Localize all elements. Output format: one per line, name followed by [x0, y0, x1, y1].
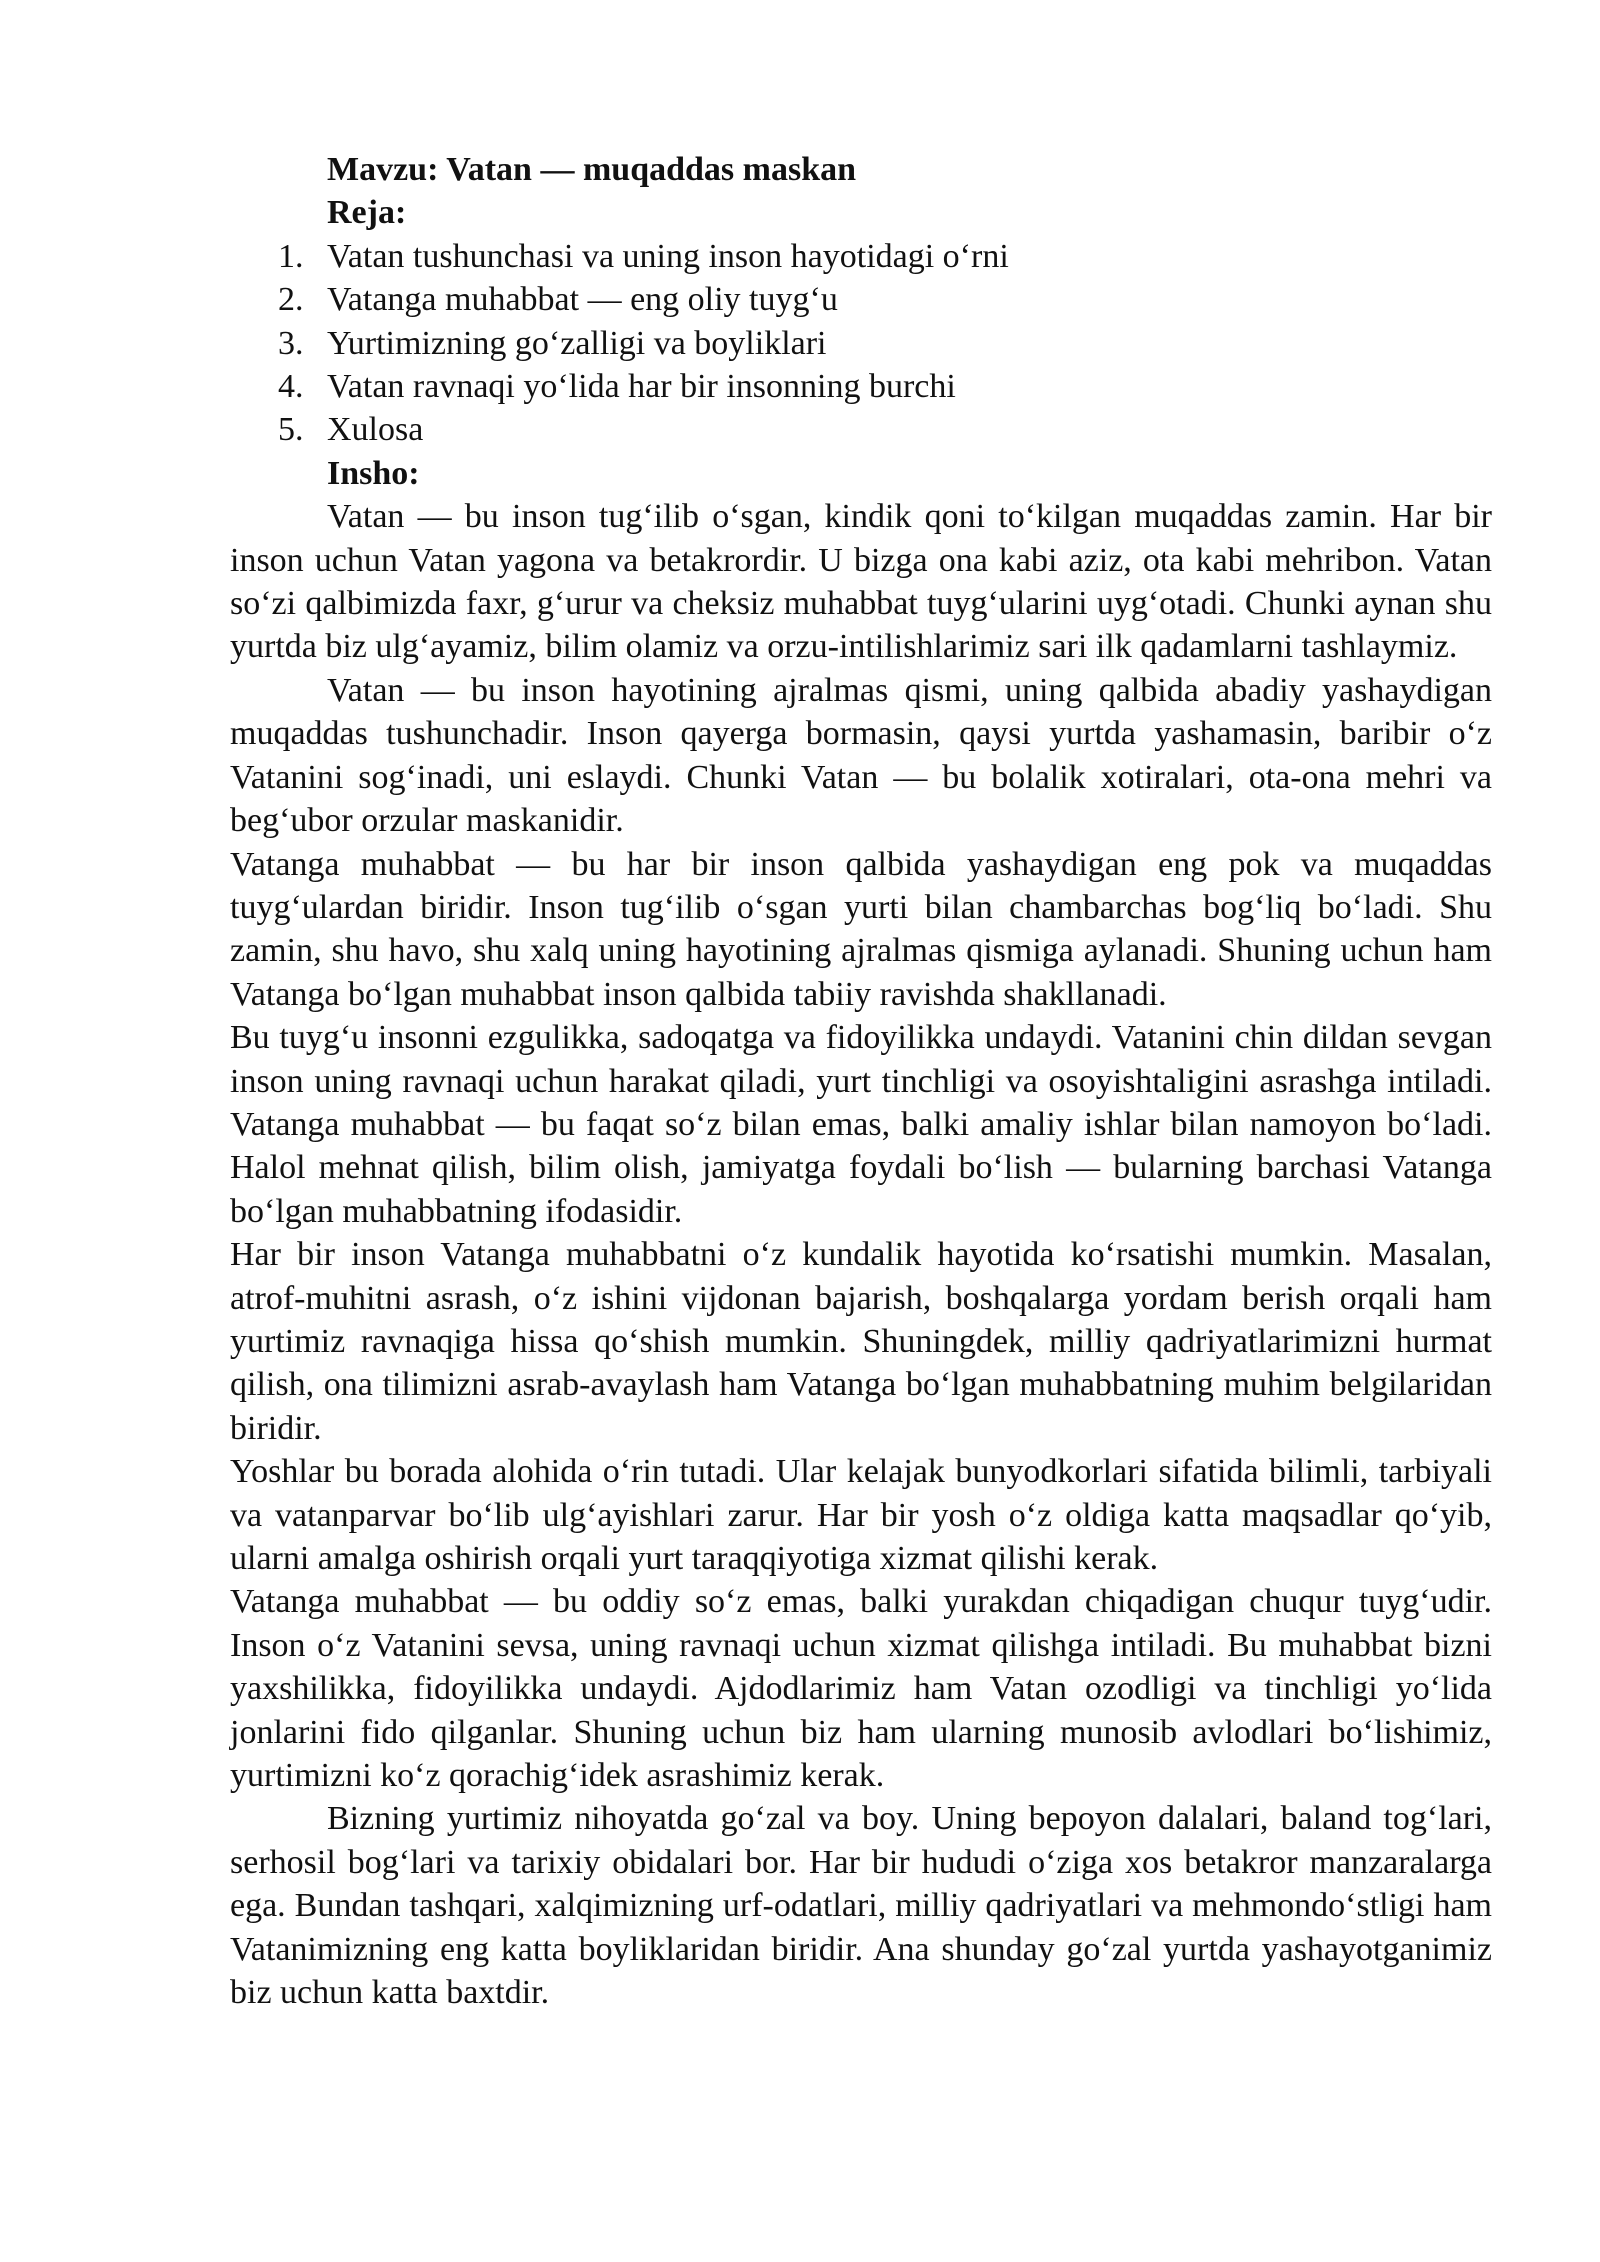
plan-item-text: Vatan tushunchasi va uning inson hayotidagi o‘rni — [327, 237, 1009, 275]
plan-item-text: Vatan ravnaqi yo‘lida har bir insonning burchi — [327, 368, 956, 406]
plan-item-number: 2. — [278, 281, 304, 319]
document-title: Mavzu: Vatan — muqaddas maskan — [327, 151, 857, 188]
essay-heading: Insho: — [327, 454, 420, 492]
essay-paragraph: Vatanga muhabbat — bu oddiy so‘z emas, balki yurakdan chiqadigan chuqur tuyg‘udir. Inson o‘z Vatanini sevsa, uning ravnaqi uchun xizmat qilishga intiladi. Bu muhabbat bizni yaxshilikka, fidoyilikka undaydi. Ajdodlarimiz ham Vatan ozodligi va tinchligi yo‘lida jonlarini fido qilganlar. Shuning uchun biz ham ularning munosib avlodlari bo‘lishimiz, yurtimizni ko‘z qorachig‘idek asrashimiz kerak. — [230, 1583, 1492, 1795]
essay-paragraph: Vatan — bu inson tug‘ilib o‘sgan, kindik qoni to‘kilgan muqaddas zamin. Har bir inson uchun Vatan yagona va betakrordir. U bizga ona kabi aziz, ota kabi mehribon. Vatan so‘zi qalbimizda faxr, g‘urur va cheksiz muhabbat tuyg‘ularini uyg‘otadi. Chunki aynan shu yurtda biz ulg‘ayamiz, bilim olamiz va orzu-intilishlarimiz sari ilk qadamlarni tashlaymiz. — [230, 498, 1492, 666]
plan-item-text: Vatanga muhabbat — eng oliy tuyg‘u — [327, 281, 838, 319]
plan-item — [230, 235, 1492, 278]
plan-item-number: 1. — [278, 237, 304, 275]
plan-item — [230, 365, 1492, 408]
essay-paragraph: Bizning yurtimiz nihoyatda go‘zal va boy. Uning bepoyon dalalari, baland tog‘lari, serhosil bog‘lari va tarixiy obidalari bor. Har bir hududi o‘ziga xos betakror manzaralarga ega. Bundan tashqari, xalqimizning urf-odatlari, milliy qadriyatlari va mehmondo‘stligi ham Vatanimizning eng katta boyliklaridan biridir. Ana shunday go‘zal yurtda yashayotganimiz biz uchun katta baxtdir. — [230, 1800, 1492, 2012]
plan-item-number: 4. — [278, 368, 304, 406]
plan-item — [230, 322, 1492, 365]
essay-paragraph: Bu tuyg‘u insonni ezgulikka, sadoqatga va fidoyilikka undaydi. Vatanini chin dildan sevgan inson uning ravnaqi uchun harakat qiladi, yurt tinchligi va osoyishtaligini asrashga intiladi. Vatanga muhabbat — bu faqat so‘z bilan emas, balki amaliy ishlar bilan namoyon bo‘ladi. Halol mehnat qilish, bilim olish, jamiyatga foydali bo‘lish — bularning barchasi Vatanga bo‘lgan muhabbatning ifodasidir. — [230, 1019, 1492, 1230]
plan-list — [230, 235, 1492, 452]
essay-paragraph: Vatanga muhabbat — bu har bir inson qalbida yashaydigan eng pok va muqaddas tuyg‘ulardan biridir. Inson tug‘ilib o‘sgan yurti bilan chambarchas bog‘liq bo‘ladi. Shu zamin, shu havo, shu xalq uning hayotining ajralmas qismiga aylanadi. Shuning uchun ham Vatanga bo‘lgan muhabbat inson qalbida tabiiy ravishda shakllanadi. — [230, 845, 1492, 1013]
plan-item-text: Yurtimizning go‘zalligi va boyliklari — [327, 324, 827, 362]
essay-paragraph: Yoshlar bu borada alohida o‘rin tutadi. Ular kelajak bunyodkorlari sifatida bilimli, tarbiyali va vatanparvar bo‘lib ulg‘ayishlari zarur. Har bir yosh o‘z oldiga katta maqsadlar qo‘yib, ularni amalga oshirish orqali yurt taraqqiyotiga xizmat qilishi kerak. — [230, 1453, 1492, 1577]
plan-item-number: 3. — [278, 324, 304, 362]
plan-item — [230, 408, 1492, 451]
essay-paragraph: Har bir inson Vatanga muhabbatni o‘z kundalik hayotida ko‘rsatishi mumkin. Masalan, atrof-muhitni asrash, o‘z ishini vijdonan bajarish, boshqalarga yordam berish orqali ham yurtimiz ravnaqiga hissa qo‘shish mumkin. Shuningdek, milliy qadriyatlarimizni hurmat qilish, ona tilimizni asrab-avaylash ham Vatanga bo‘lgan muhabbatning muhim belgilaridan biridir. — [230, 1236, 1492, 1447]
plan-item-text: Xulosa — [327, 411, 424, 449]
plan-item — [230, 278, 1492, 321]
document-page — [230, 148, 1492, 2014]
plan-heading: Reja: — [327, 194, 407, 232]
essay-paragraph: Vatan — bu inson hayotining ajralmas qismi, uning qalbida abadiy yashaydigan muqaddas tushunchadir. Inson qayerga bormasin, qaysi yurtda yashamasin, baribir o‘z Vatanini sog‘inadi, uni eslaydi. Chunki Vatan — bu bolalik xotiralari, ota-ona mehri va beg‘ubor orzular maskanidir. — [230, 671, 1492, 840]
plan-item-number: 5. — [278, 411, 304, 449]
